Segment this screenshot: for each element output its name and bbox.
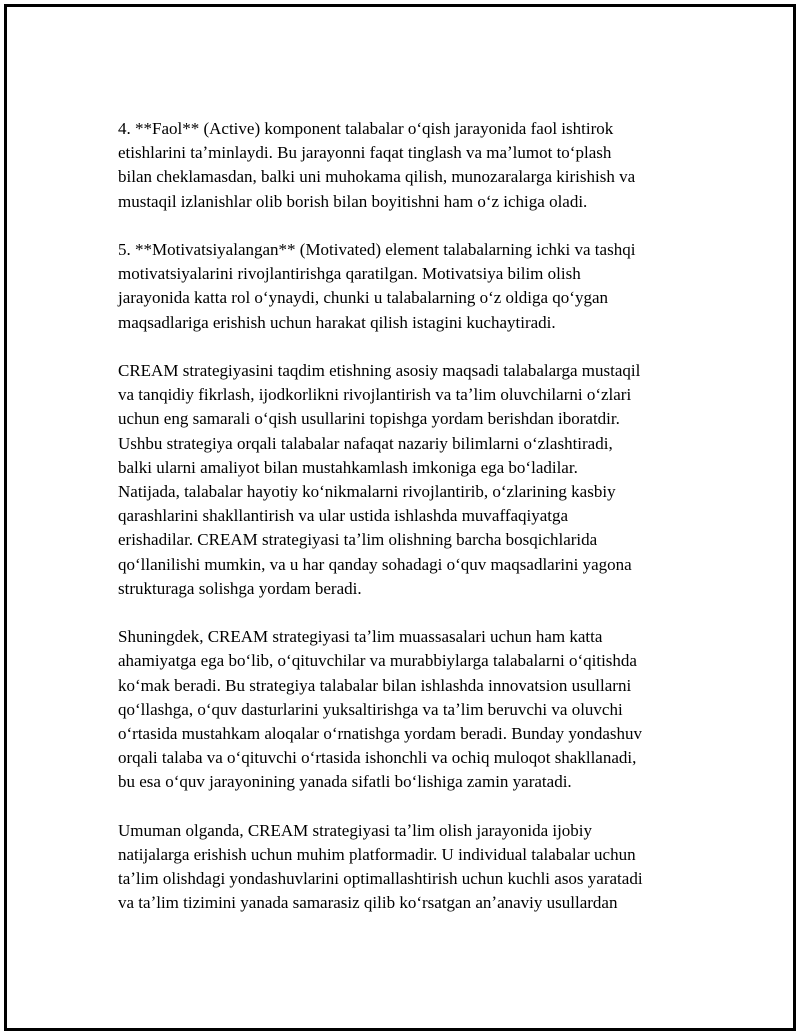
text-line: va taʼlim tizimini yanada samarasiz qilib koʻrsatgan anʼanaviy usullardan <box>118 893 618 913</box>
paragraph-conclusion <box>118 819 718 916</box>
paragraph-institutions <box>118 625 718 794</box>
text-line: Umuman olganda, CREAM strategiyasi taʼlim olish jarayonida ijobiy <box>118 820 593 840</box>
text-line: motivatsiyalarini rivojlantirishga qaratilgan. Motivatsiya bilim olish <box>118 264 581 284</box>
text-line: uchun eng samarali oʻqish usullarini topishga yordam berishdan iboratdir. <box>118 409 620 429</box>
text-line: balki ularni amaliyot bilan mustahkamlash imkoniga ega boʻladilar. <box>118 457 578 477</box>
paragraph-active-component <box>118 117 718 214</box>
text-line: natijalarga erishish uchun muhim platformadir. U individual talabalar uchun <box>118 845 636 865</box>
text-line: bu esa oʻquv jarayonining yanada sifatli boʻlishiga zamin yaratadi. <box>118 772 572 792</box>
paragraph-strategy-goal <box>118 359 718 601</box>
text-line: qoʻllanilishi mumkin, va u har qanday sohadagi oʻquv maqsadlarini yagona <box>118 554 632 574</box>
text-line: 4. **Faol** (Active) komponent talabalar oʻqish jarayonida faol ishtirok <box>118 119 614 138</box>
text-line: koʻmak beradi. Bu strategiya talabalar bilan ishlashda innovatsion usullarni <box>118 675 632 695</box>
text-line: Natijada, talabalar hayotiy koʻnikmalarni rivojlantirib, oʻzlarining kasbiy <box>118 482 616 502</box>
text-line: Shuningdek, CREAM strategiyasi taʼlim muassasalari uchun ham katta <box>118 627 603 647</box>
paragraph-motivated-element <box>118 238 718 335</box>
text-line: jarayonida katta rol oʻynaydi, chunki u talabalarning oʻz oldiga qoʻygan <box>118 288 609 308</box>
document-body <box>118 117 718 940</box>
text-line: Ushbu strategiya orqali talabalar nafaqat nazariy bilimlarni oʻzlashtiradi, <box>118 433 613 453</box>
text-line: bilan cheklamasdan, balki uni muhokama qilish, munozaralarga kirishish va <box>118 167 636 187</box>
text-line: qoʻllashga, oʻquv dasturlarini yuksaltirishga va taʼlim beruvchi va oluvchi <box>118 699 623 719</box>
text-line: erishadilar. CREAM strategiyasi taʼlim olishning barcha bosqichlarida <box>118 530 598 550</box>
text-line: strukturaga solishga yordam beradi. <box>118 578 362 598</box>
text-line: maqsadlariga erishish uchun harakat qilish istagini kuchaytiradi. <box>118 312 556 332</box>
text-line: ahamiyatga ega boʻlib, oʻqituvchilar va murabbiylarga talabalarni oʻqitishda <box>118 651 637 671</box>
text-line: 5. **Motivatsiyalangan** (Motivated) element talabalarning ichki va tashqi <box>118 240 636 259</box>
text-line: qarashlarini shakllantirish va ular ustida ishlashda muvaffaqiyatga <box>118 506 569 526</box>
text-line: taʼlim olishdagi yondashuvlarini optimallashtirish uchun kuchli asos yaratadi <box>118 869 643 889</box>
text-line: etishlarini taʼminlaydi. Bu jarayonni faqat tinglash va maʼlumot toʻplash <box>118 143 612 163</box>
text-line: va tanqidiy fikrlash, ijodkorlikni rivojlantirish va taʼlim oluvchilarni oʻzlari <box>118 385 632 405</box>
text-line: orqali talaba va oʻqituvchi oʻrtasida ishonchli va ochiq muloqot shakllanadi, <box>118 748 637 768</box>
text-line: oʻrtasida mustahkam aloqalar oʻrnatishga yordam beradi. Bunday yondashuv <box>118 724 643 744</box>
text-line: mustaqil izlanishlar olib borish bilan boyitishni ham oʻz ichiga oladi. <box>118 191 588 211</box>
text-line: CREAM strategiyasini taqdim etishning asosiy maqsadi talabalarga mustaqil <box>118 361 641 380</box>
